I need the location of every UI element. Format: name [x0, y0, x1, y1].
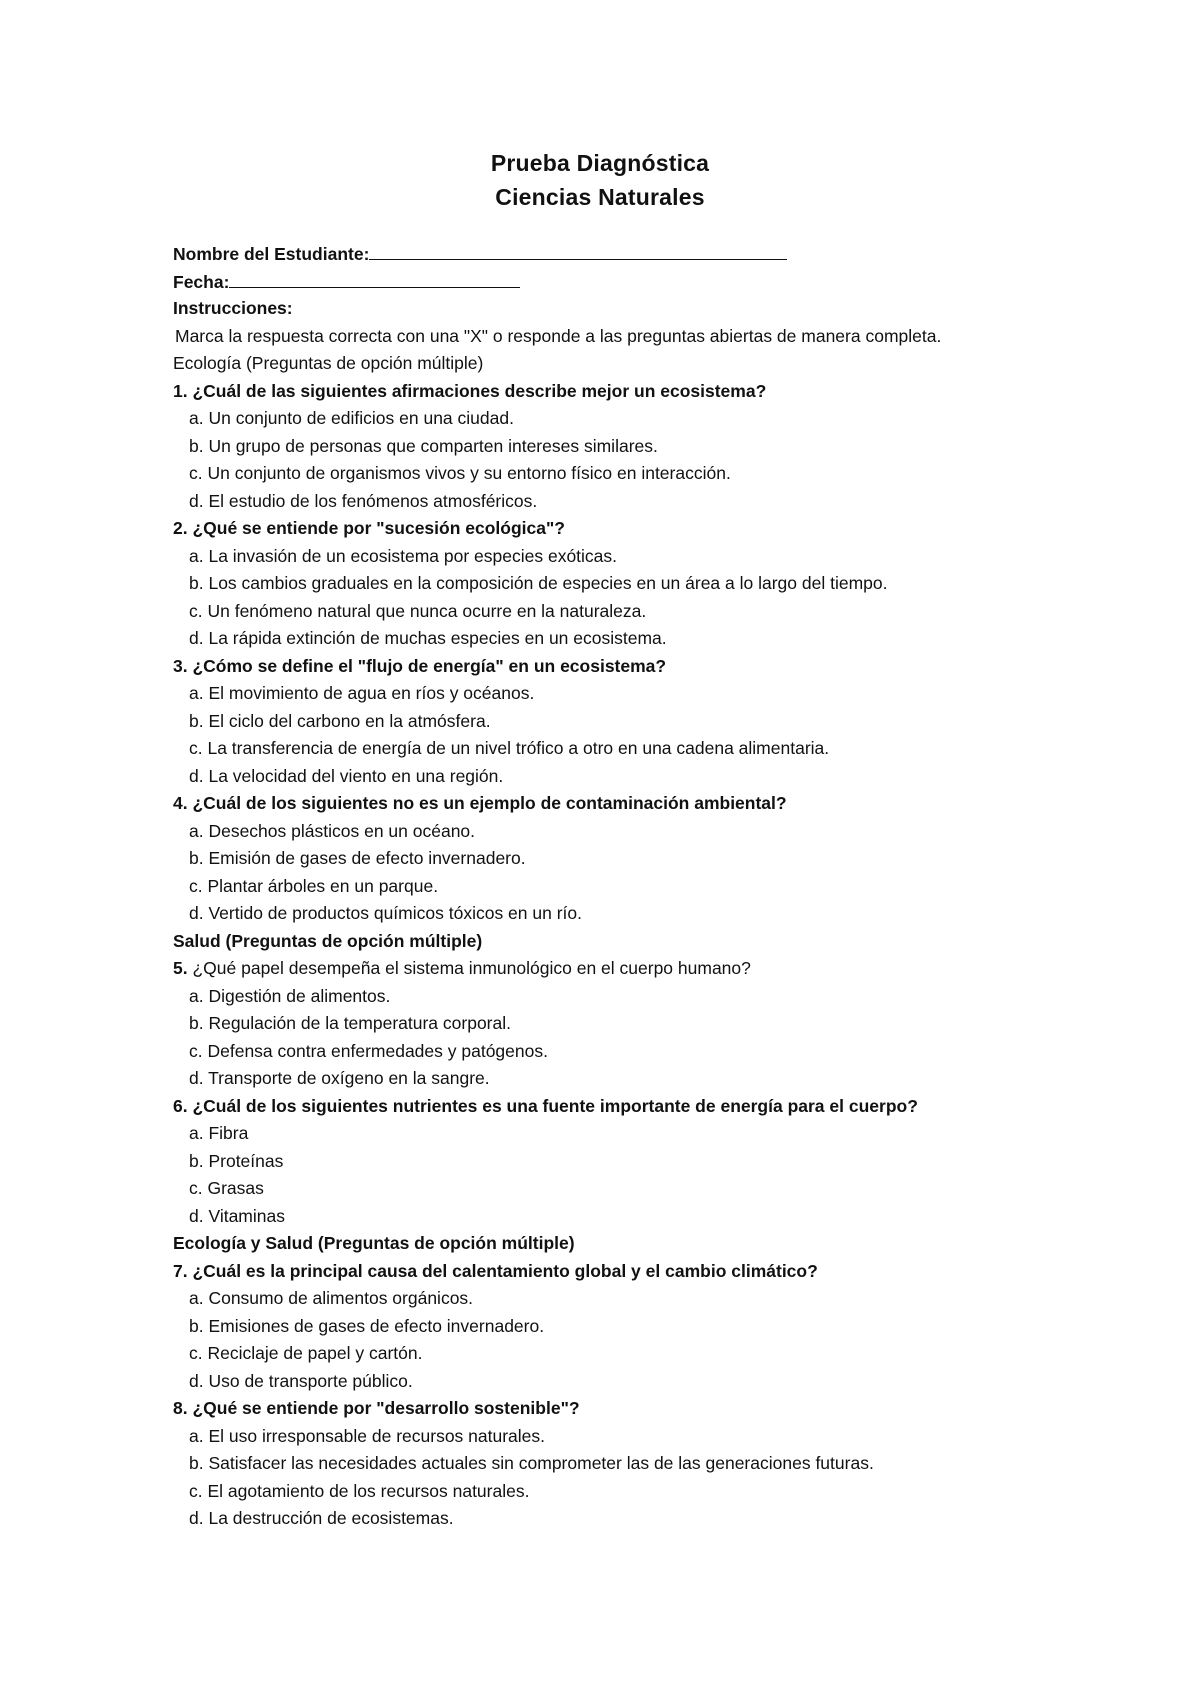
question-5-option-b[interactable]: b. Regulación de la temperatura corporal. — [189, 1013, 511, 1033]
question-6-option-c[interactable]: c. Grasas — [189, 1178, 264, 1198]
question-8-option-b[interactable]: b. Satisfacer las necesidades actuales sin comprometer las de las generaciones futuras. — [189, 1453, 874, 1473]
question-6-option-d[interactable]: d. Vitaminas — [189, 1205, 285, 1226]
question-7-option-c[interactable]: c. Reciclaje de papel y cartón. — [189, 1343, 423, 1363]
question-1-option-a[interactable]: a. Un conjunto de edificios en una ciudad. — [189, 408, 514, 428]
question-8-option-c[interactable]: c. El agotamiento de los recursos naturales. — [189, 1480, 530, 1501]
question-5-text: ¿Qué papel desempeña el sistema inmunológico en el cuerpo humano? — [187, 958, 751, 978]
question-4-option-a[interactable]: a. Desechos plásticos en un océano. — [189, 820, 476, 841]
instructions-text: Marca la respuesta correcta con una "X" o responde a las preguntas abiertas de manera completa. — [175, 325, 942, 346]
question-4-option-d[interactable]: d. Vertido de productos químicos tóxicos en un río. — [189, 903, 582, 923]
page-title: Prueba Diagnóstica — [490, 150, 710, 176]
question-2-option-b[interactable]: b. Los cambios graduales en la composición de especies en un área a lo largo del tiempo. — [189, 573, 888, 593]
question-5-option-c[interactable]: c. Defensa contra enfermedades y patógenos. — [189, 1040, 548, 1061]
question-7: 7. ¿Cuál es la principal causa del calentamiento global y el cambio climático? — [173, 1260, 818, 1281]
question-6-option-a[interactable]: a. Fibra — [189, 1123, 249, 1143]
date-blank[interactable] — [229, 268, 520, 288]
question-2-option-c[interactable]: c. Un fenómeno natural que nunca ocurre en la naturaleza. — [189, 600, 647, 621]
question-4: 4. ¿Cuál de los siguientes no es un ejemplo de contaminación ambiental? — [173, 793, 787, 813]
question-6: 6. ¿Cuál de los siguientes nutrientes es una fuente importante de energía para el cuerpo? — [173, 1095, 918, 1116]
section-heading-ecologia-salud: Ecología y Salud (Preguntas de opción múltiple) — [173, 1233, 575, 1253]
question-8-option-a[interactable]: a. El uso irresponsable de recursos naturales. — [189, 1425, 546, 1446]
question-5-option-a[interactable]: a. Digestión de alimentos. — [189, 985, 391, 1006]
question-6-option-b[interactable]: b. Proteínas — [189, 1150, 284, 1171]
section-heading-ecologia: Ecología (Preguntas de opción múltiple) — [173, 353, 484, 373]
title-block — [0, 146, 1200, 214]
question-8: 8. ¿Qué se entiende por "desarrollo sostenible"? — [173, 1398, 580, 1418]
date-label: Fecha: — [173, 271, 230, 292]
question-1-option-c[interactable]: c. Un conjunto de organismos vivos y su entorno físico en interacción. — [189, 463, 731, 483]
date-field — [173, 268, 1033, 296]
question-1: 1. ¿Cuál de las siguientes afirmaciones describe mejor un ecosistema? — [173, 380, 767, 401]
question-8-option-d[interactable]: d. La destrucción de ecosistemas. — [189, 1508, 454, 1528]
section-heading-salud: Salud (Preguntas de opción múltiple) — [173, 930, 483, 951]
question-4-option-b[interactable]: b. Emisión de gases de efecto invernadero. — [189, 848, 526, 868]
question-7-option-b[interactable]: b. Emisiones de gases de efecto invernadero. — [189, 1315, 545, 1336]
question-3-option-c[interactable]: c. La transferencia de energía de un nivel trófico a otro en una cadena alimentaria. — [189, 738, 830, 758]
instructions-label: Instrucciones: — [173, 298, 293, 318]
document-body — [173, 240, 1033, 1533]
question-1-option-d[interactable]: d. El estudio de los fenómenos atmosféricos. — [189, 490, 538, 511]
question-3-option-b[interactable]: b. El ciclo del carbono en la atmósfera. — [189, 710, 491, 731]
question-3-option-a[interactable]: a. El movimiento de agua en ríos y océanos. — [189, 683, 535, 703]
question-5 — [173, 955, 1033, 983]
page-subtitle: Ciencias Naturales — [495, 184, 705, 210]
question-4-option-c[interactable]: c. Plantar árboles en un parque. — [189, 875, 439, 896]
student-name-label: Nombre del Estudiante: — [173, 244, 370, 264]
question-2-option-d[interactable]: d. La rápida extinción de muchas especies en un ecosistema. — [189, 628, 667, 648]
question-7-option-a[interactable]: a. Consumo de alimentos orgánicos. — [189, 1288, 474, 1308]
question-7-option-d[interactable]: d. Uso de transporte público. — [189, 1370, 413, 1391]
student-name-field — [173, 240, 1033, 268]
question-5-option-d[interactable]: d. Transporte de oxígeno en la sangre. — [189, 1068, 490, 1088]
question-1-option-b[interactable]: b. Un grupo de personas que comparten intereses similares. — [189, 435, 658, 456]
question-2-option-a[interactable]: a. La invasión de un ecosistema por especies exóticas. — [189, 545, 618, 566]
question-3: 3. ¿Cómo se define el "flujo de energía" en un ecosistema? — [173, 655, 667, 676]
question-3-option-d[interactable]: d. La velocidad del viento en una región. — [189, 765, 504, 786]
question-2: 2. ¿Qué se entiende por "sucesión ecológica"? — [173, 518, 565, 538]
question-5-number: 5. — [173, 958, 188, 978]
student-name-blank[interactable] — [369, 240, 787, 260]
